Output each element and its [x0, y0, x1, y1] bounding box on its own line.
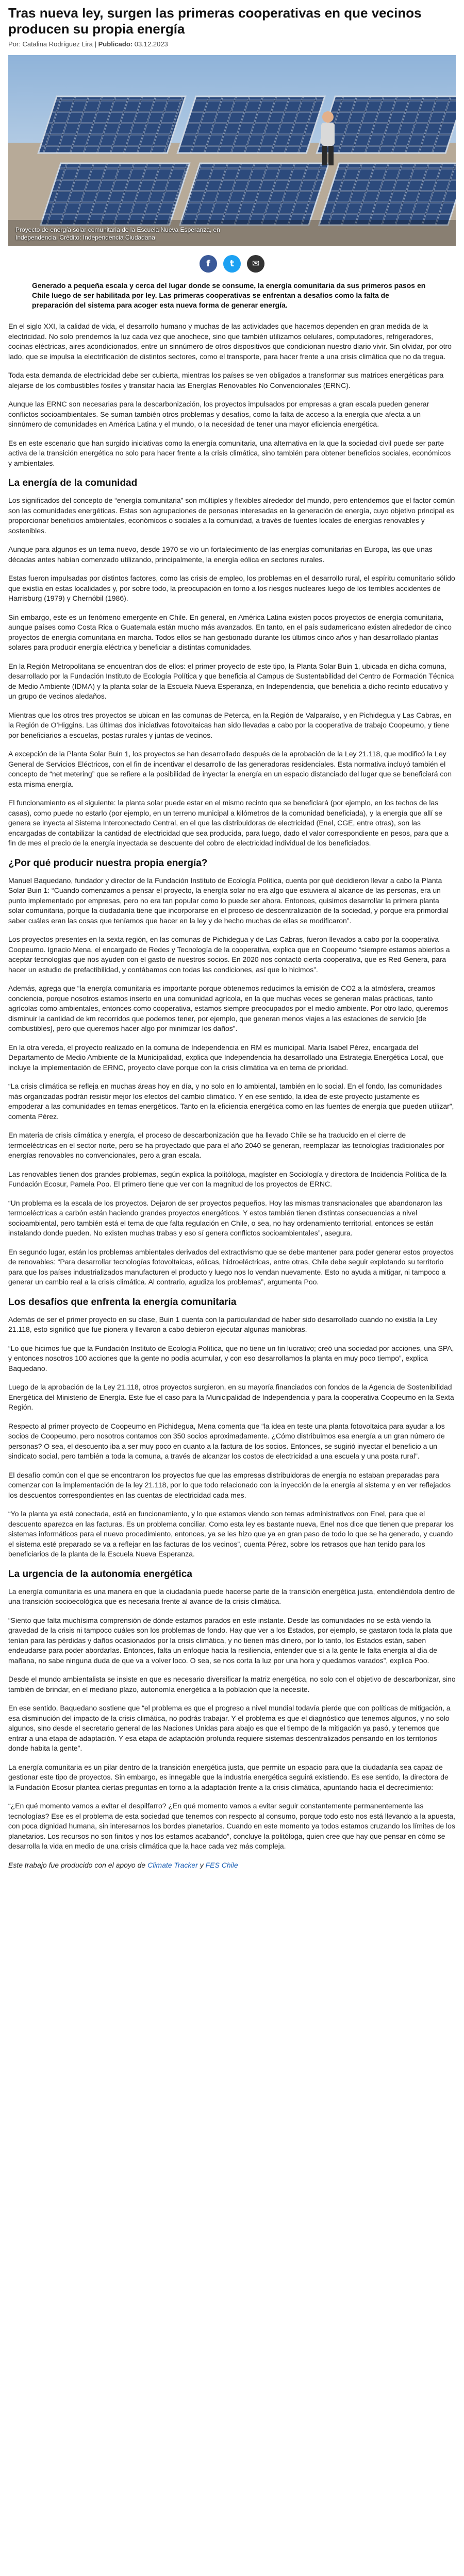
paragraph: “Yo la planta ya está conectada, está en funcionamiento, y lo que estamos viendo son temas administrativos con Enel, para que el descuento aparezca en las facturas. Es un problema conciliar. Como esta ley es bastante nueva, Enel nos dice que tienen que preparar los sistemas informáticos para el nuevo procedimiento, entonces, ya se les hizo que ya en gran paso de todo lo que se ha generado, y cuando el sistema esté preparado se va a reflejar en las facturas de los vecinos”, cuenta Pérez, sobre los retrasos que han tenido para los beneficiarios de la planta de la Escuela Nueva Esperanza.	[8, 1510, 454, 1558]
hero-image	[8, 55, 456, 246]
section-heading: ¿Por qué producir nuestra propia energía?	[8, 857, 208, 869]
paragraph: Aunque para algunos es un tema nuevo, desde 1970 se vio un fortalecimiento de las energías comunitarias en Europa, las que unas décadas antes habían comenzado utilizando, principalmente, la energía eólica en sectores rurales.	[8, 545, 433, 564]
paragraph: En materia de crisis climática y energía, el proceso de descarbonización que ha llevado Chile se ha traducido en el cierre de termoeléctricas en el sector norte, pero se ha proyectado que para el año 2040 se generan, reemplazar las tecnologías tradicionales por energías renovables no convencionales, pero a gran escala.	[8, 1131, 444, 1159]
paragraph: Mientras que los otros tres proyectos se ubican en las comunas de Peterca, en la Región de Valparaíso, y en Pichidegua y Las Cabras, en la Región de O’Higgins. Las últimas dos iniciativas fotovoltaicas han sido llevadas a cabo por la cooperativa de trabajo Coopeumo, y tiene por beneficiarios a escuelas, postas rurales y juntas de vecinos.	[8, 710, 452, 739]
paragraph: Respecto al primer proyecto de Coopeumo en Pichidegua, Mena comenta que “la idea en teste una planta fotovoltaica para ayudar a los socios de Coopeumo, pero nosotros contamos con 350 socios aproximadamente. ¿Cómo distribuimos esa energía a un gran número de personas? O sea, el descuento iba a ser muy poco en cuanto a la factura de los socios. Entonces, se sugirió inyectar el beneficio a un sindicato social, pero también a toda la comuna, a través de alcanzar los costos de electricidad a una escuela y una posta rural”.	[8, 1421, 445, 1460]
footer-mid: y	[197, 1860, 206, 1869]
paragraph: Toda esta demanda de electricidad debe ser cubierta, mientras los países se ven obligados a transformar sus matrices energéticas para alejarse de los combustibles fósiles y transitar hacia las Energías Renovables No Convencionales (ERNC).	[8, 371, 444, 389]
section-challenges	[8, 1296, 456, 1560]
paragraph: Estas fueron impulsadas por distintos factores, como las crisis de empleo, los problemas en el desarrollo rural, el espíritu comunitario sólido que existía en estas localidades y, por sobre todo, la preocupación en torno a los riesgos nucleares luego de los terribles accidentes de Harrisburg (1979) y Chernóbil (1986).	[8, 574, 455, 602]
paragraph: “Siento que falta muchísima comprensión de dónde estamos parados en este instante. Desde las comunidades no se está viendo la gravedad de la crisis ni tampoco cuáles son los problemas de fondo. Hay que ver a los Estados, por ejemplo, se gastaron toda la plata que tenían para las pérdidas y daños ocasionados por la crisis climática, y no tienen más dinero, por lo tanto, los Estados están, saben endeudarse para poder abordarlas. Entonces, falta un enfoque hacia la resiliencia, entender que si a la gente le falta energía al día de mañana, no sabe ninguna duda de que va a volver loco. O sea, se nos corta la luz por una hora y quedamos varados”, explica Poo.	[8, 1616, 453, 1665]
byline-separator: |	[93, 40, 98, 48]
byline-published-label: Publicado:	[98, 40, 133, 48]
email-share-button[interactable]: ✉	[247, 255, 264, 273]
climate-tracker-link[interactable]: Climate Tracker	[147, 1860, 198, 1869]
twitter-share-button[interactable]: t	[223, 255, 241, 273]
solar-panels-illustration	[8, 55, 456, 246]
paragraph: A excepción de la Planta Solar Buin 1, los proyectos se han desarrollado después de la aprobación de la Ley 21.118, que modificó la Ley General de Servicios Eléctricos, con el fin de incentivar el desarrollo de las generadoras residenciales. Esta normativa incluyó también el concepto de “net metering” que se refiere a la posibilidad de inyectar la energía en un espacio distanciado del lugar que se beneficiará con esta misma energía.	[8, 750, 452, 788]
paragraph: La energía comunitaria es una manera en que la ciudadanía puede hacerse parte de la transición energética justa, entendiéndola dentro de una transición socioecológica que es necesaria frente al avance de la crisis climática.	[8, 1587, 455, 1605]
paragraph: Luego de la aprobación de la Ley 21.118, otros proyectos surgieron, en su mayoría financiados con fondos de la Agencia de Sostenibilidad Energética del Ministerio de Energía. Este fue el caso para la Municipalidad de Independencia y para la cooperativa Coopeumo en la Sexta Región.	[8, 1383, 454, 1411]
section-heading: Los desafíos que enfrenta la energía comunitaria	[8, 1296, 237, 1308]
byline-author: Por: Catalina Rodríguez Lira	[8, 40, 93, 48]
intro-section	[8, 321, 456, 468]
paragraph: En la Región Metropolitana se encuentran dos de ellos: el primer proyecto de este tipo, la Planta Solar Buin 1, ubicada en dicha comuna, desarrollado por la Fundación Instituto de Ecología Política y que beneficia al Campus de Sustentabilidad del Centro de Formación Técnica de Medio Ambiente (IDMA) y la planta solar de la Escuela Nueva Esperanza, en Independencia, que beneficia a dicho recinto educativo y un grupo de vecinos aledaños.	[8, 662, 454, 700]
paragraph: “Lo que hicimos fue que la Fundación Instituto de Ecología Política, que no tiene un fin lucrativo; creó una sociedad por acciones, una SPA, y entonces nosotros 100 acciones que la gente no podía acumular, y con eso desarrollamos la planta en muy poco tiempo”, explica Baquedano.	[8, 1344, 454, 1372]
facebook-share-button[interactable]: f	[200, 255, 217, 273]
article-title: Tras nueva ley, surgen las primeras cooperativas en que vecinos producen su propia energía	[8, 5, 422, 37]
paragraph: El funcionamiento es el siguiente: la planta solar puede estar en el mismo recinto que se beneficiará (por ejemplo, en los techos de las casas), como puede no estarlo (por ejemplo, en un terreno municipal a kilómetros de la comunidad beneficiada), y la energía que allí se genera se inyecta al Sistema Interconectado Central, en el que las distribuidoras de electricidad (Enel, CGE, entre otras), son las encargadas de contabilizar la cantidad de electricidad que sea producida, para luego, dado el valor correspondiente en pesos, para que a fin de mes el precio de la energía inyectada se descuente del cobro de electricidad individual de los beneficiados.	[8, 799, 449, 847]
byline	[8, 40, 456, 48]
paragraph: Desde el mundo ambientalista se insiste en que es necesario diversificar la matriz energética, no solo con el objetivo de descarbonizar, sino también de brindar, en el mediano plazo, autonomía energética a la población que la necesite.	[8, 1675, 456, 1693]
paragraph: “La crisis climática se refleja en muchas áreas hoy en día, y no solo en lo ambiental, también en lo social. En el fondo, las comunidades más organizadas podrán resistir mejor los efectos del cambio climático. Y en ese sentido, la idea de este proyecto justamente es empoderar a las comunidades en temas energéticos. Tanto en la eficiencia energética como en las fuentes de energía que pueden utilizar”, comenta Pérez.	[8, 1082, 454, 1121]
section-community-energy	[8, 477, 456, 849]
paragraph: Los proyectos presentes en la sexta región, en las comunas de Pichidegua y de Las Cabras, fueron llevados a cabo por la cooperativa Coopeumo. Ignacio Mena, el encargado de Redes y Tecnología de la cooperativa, explica que en Coopeumo “siempre estamos abiertos a aceptar tecnologías que nos ayuden con el gasto de nuestros socios. En 2020 nos contactó cierta cooperativa, que es Red Genera, para hacer un estudio de prefactibilidad, y contábamos con todas las condiciones, así que lo hicimos”.	[8, 935, 450, 974]
share-bar	[8, 255, 456, 273]
section-heading: La urgencia de la autonomía energética	[8, 1568, 192, 1580]
paragraph: En la otra vereda, el proyecto realizado en la comuna de Independencia en RM es municipal. María Isabel Pérez, encargada del Departamento de Medio Ambiente de la Municipalidad, explica que Independencia ha desarrollado una Estrategia Energética Local, que incluye la implementación de ERNC, proyecto clave porque con la crisis climática va en tema de prioridad.	[8, 1043, 444, 1072]
section-why-produce	[8, 857, 456, 1287]
paragraph: Manuel Baquedano, fundador y director de la Fundación Instituto de Ecología Política, cuenta por qué decidieron llevar a cabo la Planta Solar Buin 1: “Cuando comenzamos a pensar el proyecto, la energía solar no era algo que estuviera al alcance de las personas, era un punto implementado por empresas, pero no era tan popular como lo puede ser ahora. Entonces, quisimos desarrollar la primera planta solar comunitaria, porque la ciudadanía tiene que incorporarse en el proceso de descentralización de la sociedad, y porque era primordial saber cuáles eran las cosas que teníamos que hacer en la ley y de hecho muchas de ellas se modificaron”.	[8, 876, 449, 925]
paragraph: En el siglo XXI, la calidad de vida, el desarrollo humano y muchas de las actividades que hacemos dependen en gran medida de la electricidad. No solo prendemos la luz cada vez que anochece, sino que también utilizamos celulares, computadores, refrigeradores, cocinas eléctricas, aires acondicionados, entre un sinnúmero de otros dispositivos que condicionan nuestro diario vivir. Sin olvidar, por otro lado, que se impulsa la electrificación de distintos sectores, como el transporte, para hacer frente a una crisis climática que no da tregua.	[8, 322, 452, 361]
footer-prefix: Este trabajo fue producido con el apoyo de	[8, 1860, 148, 1869]
paragraph: El desafío común con el que se encontraron los proyectos fue que las empresas distribuidoras de energía no estaban preparadas para comenzar con la implementación de la ley 21.118, por lo que todo relacionado con la inyección de la energía al sistema y en ver reflejados los descuentos correspondientes en las cuentas de electricidad cada mes.	[8, 1470, 451, 1499]
paragraph: “Un problema es la escala de los proyectos. Dejaron de ser proyectos pequeños. Hoy las mismas transnacionales que abandonaron las termoeléctricas a carbón están haciendo grandes proyectos energéticos. Y estos también tienen distintas consecuencias a nivel socioambiental, pero también está el tema de que falta regulación en Chile, o sea, no hay ordenamiento territorial, entonces se están instalando donde pueden. No existen muchas trabas y eso sí genera conflictos socioambientales”, asegura.	[8, 1198, 443, 1237]
paragraph: En segundo lugar, están los problemas ambientales derivados del extractivismo que se debe mantener para poder generar estos proyectos de renovables: “Para desarrollar tecnologías fotovoltaicas, eólicas, hidroeléctricas, entre otras, Chile debe seguir explotando su territorio para que los países industrializados manufacturen el producto y luego nos lo vendan nuevamente. Esto no ayuda a mitigar, ni tampoco a generar un cambio real a la crisis climática. Al contrario, agudiza los problemas”, argumenta Poo.	[8, 1247, 454, 1286]
paragraph: Las renovables tienen dos grandes problemas, según explica la politóloga, magíster en Sociología y directora de Incidencia Política de la Fundación Ecosur, Pamela Poo. El primero tiene que ver con la magnitud de los proyectos de ERNC.	[8, 1170, 446, 1188]
section-energy-autonomy	[8, 1568, 456, 1852]
paragraph: Los significados del concepto de “energía comunitaria” son múltiples y flexibles alrededor del mundo, pero entendemos que el factor común son las comunidades energéticas. Estas son agrupaciones de personas interesadas en la generación de energía, cuyo objetivo principal es proporcionar beneficios ambientales, económicos o sociales a la comunidad, a través de fuentes locales de energías renovables y sostenibles.	[8, 496, 455, 535]
paragraph: En ese sentido, Baquedano sostiene que “el problema es que el progreso a nivel mundial todavía pierde que con políticas de mitigación, a esa disminución del impacto de la crisis climática, no podrás trabajar. Y el problema es que el diagnóstico que tenemos algunos, y no solo algunos, sino desde el secretario general de las Naciones Unidas para abajo es que el tiempo de la mitigación ya pasó, y tenemos que entrar a una etapa de adaptación. Y esa etapa de adaptación profunda requiere sistemas descentralizados pensando en los territorios donde habita la gente”.	[8, 1704, 451, 1752]
hero-caption: Proyecto de energía solar comunitaria de la Escuela Nueva Esperanza, en Independencia. Crédito: Independencia Ciudadana	[15, 226, 220, 241]
byline-date: 03.12.2023	[134, 40, 168, 48]
paragraph: “¿En qué momento vamos a evitar el despilfarro? ¿En qué momento vamos a evitar seguir constantemente permanentemente las tecnologías? Ese es el problema de esta sociedad que tenemos con respecto al consumo, porque todo esto nos está llevando a la apuesta, con poca dignidad humana, sin interesarnos los bordes planetarios. Cuando en este momento ya todos estamos cruzando los límites de los planetarios. Los recursos no son finitos y nos los estamos acabando”, concluye la politóloga, quien cree que hay que pensar en cómo se desarrolla la vida en medio de una crisis climática que la hace cada vez más compleja.	[8, 1802, 456, 1850]
article-lead: Generado a pequeña escala y cerca del lugar donde se consume, la energía comunitaria da sus primeros pasos en Chile luego de ser habilitada por ley. Las primeras cooperativas se enfrentan a desafíos como la falta de preparación del sistema para acoger esta nueva forma de generar energía.	[32, 281, 426, 309]
fes-chile-link[interactable]: FES Chile	[205, 1860, 238, 1869]
section-heading: La energía de la comunidad	[8, 478, 138, 488]
article-footer	[8, 1860, 456, 1870]
paragraph: Es en este escenario que han surgido iniciativas como la energía comunitaria, una alternativa en la que la sociedad civil puede ser parte activa de la transición energética no solo para hacer frente a la crisis climática, sino también para obtener beneficios sociales, económicos y ambientales.	[8, 438, 451, 467]
paragraph: Además de ser el primer proyecto en su clase, Buin 1 cuenta con la particularidad de haber sido desarrollado cuando no existía la Ley 21.118, esto significó que fue pionera y llevaron a cabo debieron ejecutar algunas maniobras.	[8, 1315, 437, 1333]
paragraph: Aunque las ERNC son necesarias para la descarbonización, los proyectos impulsados por empresas a gran escala pueden generar conflictos socioambientales. Se suman también otros problemas y desafíos, como la falta de acceso a la energía que afecta a un sinnúmero de comunidades en América Latina y el mundo, o la necesidad de tener una mayor eficiencia energética.	[8, 400, 429, 428]
paragraph: Además, agrega que “la energía comunitaria es importante porque obtenemos reducimos la emisión de CO2 a la atmósfera, creamos conciencia, porque nosotros estamos inserto en una comunidad agrícola, en la que muchas veces se generan malas prácticas, tanto agrícolas como ambientales, entonces como cooperativa, estamos siempre preocupados por el medio ambiente. Por otro lado, queremos disminuir la cantidad de km recorridos que podemos tener, por ejemplo, que generan menos viajes a las estaciones de servicio [de combustibles], pero que queremos hacer algo por minimizar los daños”.	[8, 984, 448, 1032]
paragraph: La energía comunitaria es un pilar dentro de la transición energética justa, que permite un espacio para que la ciudadanía sea capaz de gestionar este tipo de proyectos. Sin embargo, es innegable que la industria energética seguirá existiendo. Es ese sentido, la directora de la Fundación Ecosur plantea ciertas preguntas en torno a la adaptación frente a la crisis climática, apuntando hacia el decrecimiento:	[8, 1762, 449, 1791]
paragraph: Sin embargo, este es un fenómeno emergente en Chile. En general, en América Latina existen pocos proyectos de energía comunitaria, aunque países como Costa Rica o Guatemala están mucho más avanzados. En tanto, en el país sudamericano existen alrededor de cinco proyectos de energía comunitaria en marcha. Todos ellos se han gestionado durante los últimos cinco años y han desarrollado plantas solares para producir energía eléctrica y beneficiar a distintas comunidades.	[8, 613, 452, 651]
